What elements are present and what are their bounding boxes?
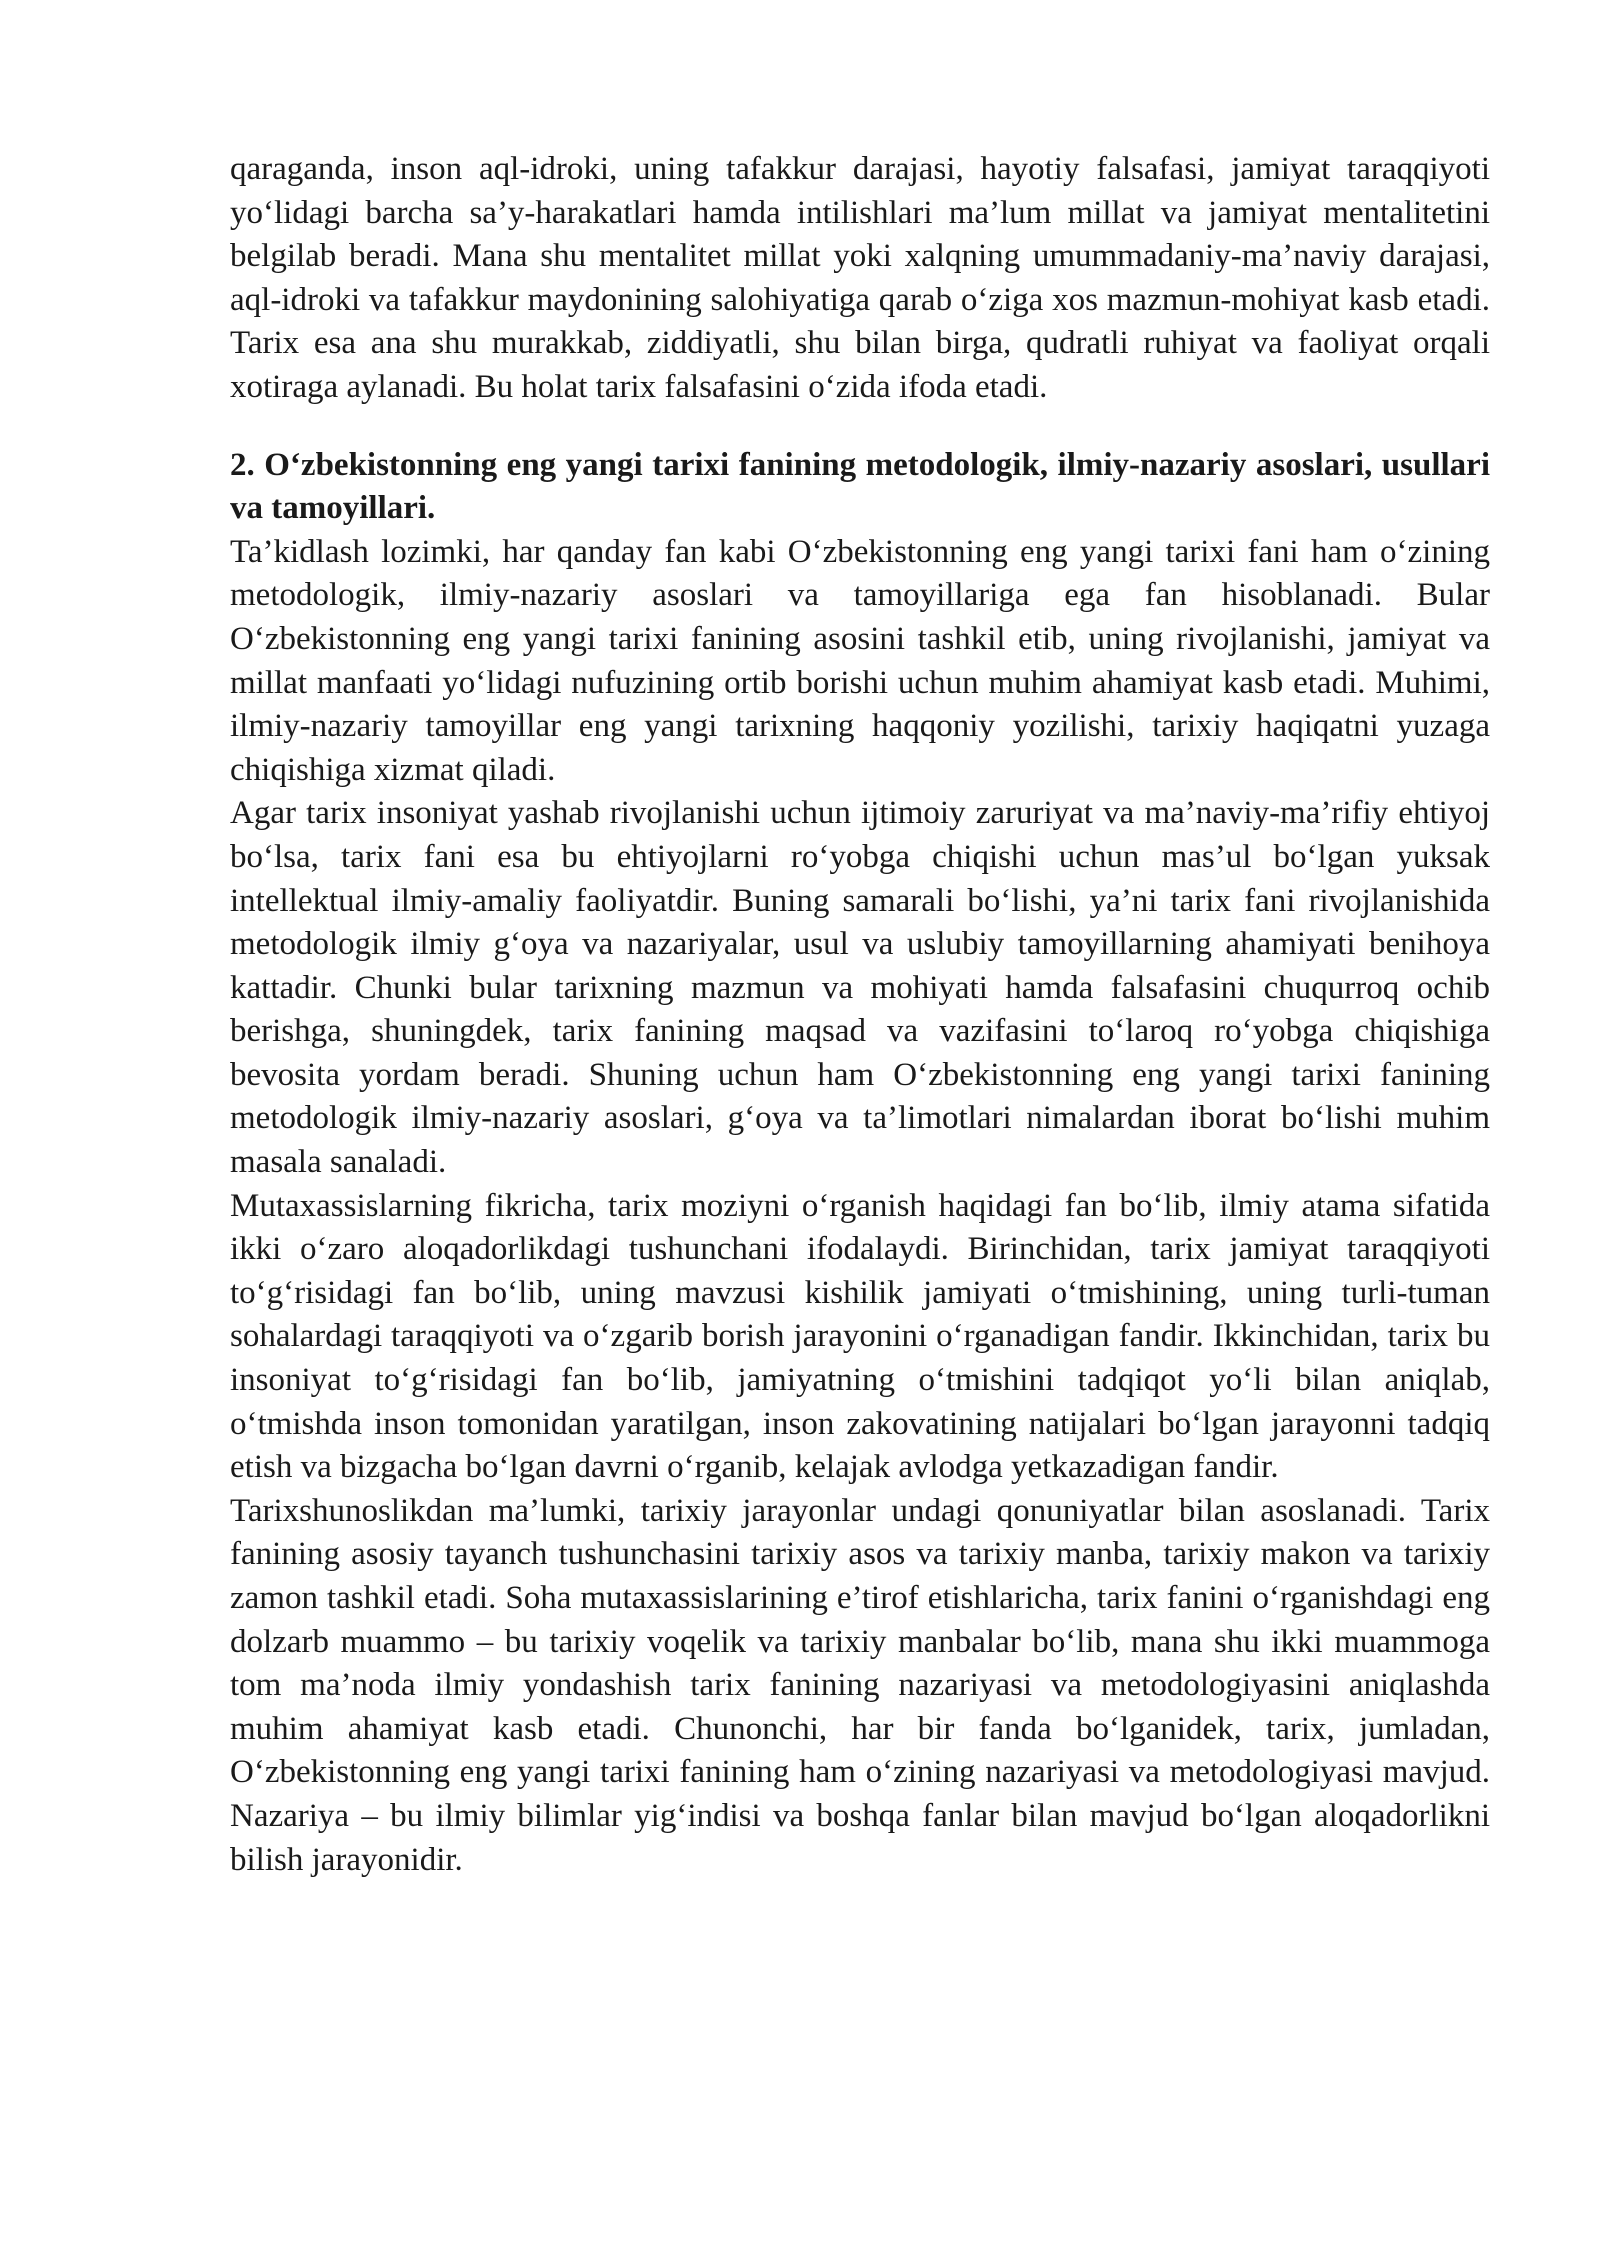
body-paragraph: Tarixshunoslikdan ma’lumki, tarixiy jarayonlar undagi qonuniyatlar bilan asoslanadi. Tarix fanining asosiy tayanch tushunchasini tarixiy asos va tarixiy manba, tarixiy makon va tarixiy zamon tashkil etadi. Soha mutaxassislarining e’tirof etishlaricha, tarix fanini o‘rganishdagi eng dolzarb muammo – bu tarixiy voqelik va tarixiy manbalar bo‘lib, mana shu ikki muammoga tom ma’noda ilmiy yondashish tarix fanining nazariyasi va metodologiyasini aniqlashda muhim ahamiyat kasb etadi. Chunonchi, har bir fanda bo‘lganidek, tarix, jumladan, O‘zbekistonning eng yangi tarixi fanining ham o‘zining nazariyasi va metodologiyasi mavjud. Nazariya – bu ilmiy bilimlar yig‘indisi va boshqa fanlar bilan mavjud bo‘lgan aloqadorlikni bilish jarayonidir.	[230, 1492, 1490, 1878]
body-paragraph: Mutaxassislarning fikricha, tarix moziyni o‘rganish haqidagi fan bo‘lib, ilmiy atama sifatida ikki o‘zaro aloqadorlikdagi tushunchani ifodalaydi. Birinchidan, tarix jamiyat taraqqiyoti to‘g‘risidagi fan bo‘lib, uning mavzusi kishilik jamiyati o‘tmishining, uning turli-tuman sohalardagi taraqqiyoti va o‘zgarib borish jarayonini o‘rganadigan fandir. Ikkinchidan, tarix bu insoniyat to‘g‘risidagi fan bo‘lib, jamiyatning o‘tmishini tadqiqot yo‘li bilan aniqlab, o‘tmishda inson tomonidan yaratilgan, inson zakovatining natijalari bo‘lgan jarayonni tadqiq etish va bizgacha bo‘lgan davrni o‘rganib, kelajak avlodga yetkazadigan fandir.	[230, 1187, 1490, 1486]
body-paragraph: Ta’kidlash lozimki, har qanday fan kabi O‘zbekistonning eng yangi tarixi fani ham o‘zining metodologik, ilmiy-nazariy asoslari va tamoyillariga ega fan hisoblanadi. Bular O‘zbekistonning eng yangi tarixi fanining asosini tashkil etib, uning rivojlanishi, jamiyat va millat manfaati yo‘lidagi nufuzining ortib borishi uchun muhim ahamiyat kasb etadi. Muhimi, ilmiy-nazariy tamoyillar eng yangi tarixning haqqoniy yozilishi, tarixiy haqiqatni yuzaga chiqishiga xizmat qiladi.	[230, 533, 1490, 788]
document-page	[230, 148, 1490, 1882]
body-paragraph: Agar tarix insoniyat yashab rivojlanishi uchun ijtimoiy zaruriyat va ma’naviy-ma’rifiy ehtiyoj bo‘lsa, tarix fani esa bu ehtiyojlarni ro‘yobga chiqishi uchun mas’ul bo‘lgan yuksak intellektual ilmiy-amaliy faoliyatdir. Buning samarali bo‘lishi, ya’ni tarix fani rivojlanishida metodologik ilmiy g‘oya va nazariyalar, usul va uslubiy tamoyillarning ahamiyati benihoya kattadir. Chunki bular tarixning mazmun va mohiyati hamda falsafasini chuqurroq ochib berishga, shuningdek, tarix fanining maqsad va vazifasini to‘laroq ro‘yobga chiqishiga bevosita yordam beradi. Shuning uchun ham O‘zbekistonning eng yangi tarixi fanining metodologik ilmiy-nazariy asoslari, g‘oya va ta’limotlari nimalardan iborat bo‘lishi muhim masala sanaladi.	[230, 795, 1490, 1181]
intro-paragraph: qaraganda, inson aql-idroki, uning tafakkur darajasi, hayotiy falsafasi, jamiyat taraqqiyoti yo‘lidagi barcha sa’y-harakatlari hamda intilishlari ma’lum millat va jamiyat mentalitetini belgilab beradi. Mana shu mentalitet millat yoki xalqning umummadaniy-ma’naviy darajasi, aql-idroki va tafakkur maydonining salohiyatiga qarab o‘ziga xos mazmun-mohiyat kasb etadi. Tarix esa ana shu murakkab, ziddiyatli, shu bilan birga, qudratli ruhiyat va faoliyat orqali xotiraga aylanadi. Bu holat tarix falsafasini o‘zida ifoda etadi.	[230, 151, 1490, 405]
section-heading: 2. O‘zbekistonning eng yangi tarixi fanining metodologik, ilmiy-nazariy asoslari, usullari va tamoyillari.	[230, 446, 1490, 527]
